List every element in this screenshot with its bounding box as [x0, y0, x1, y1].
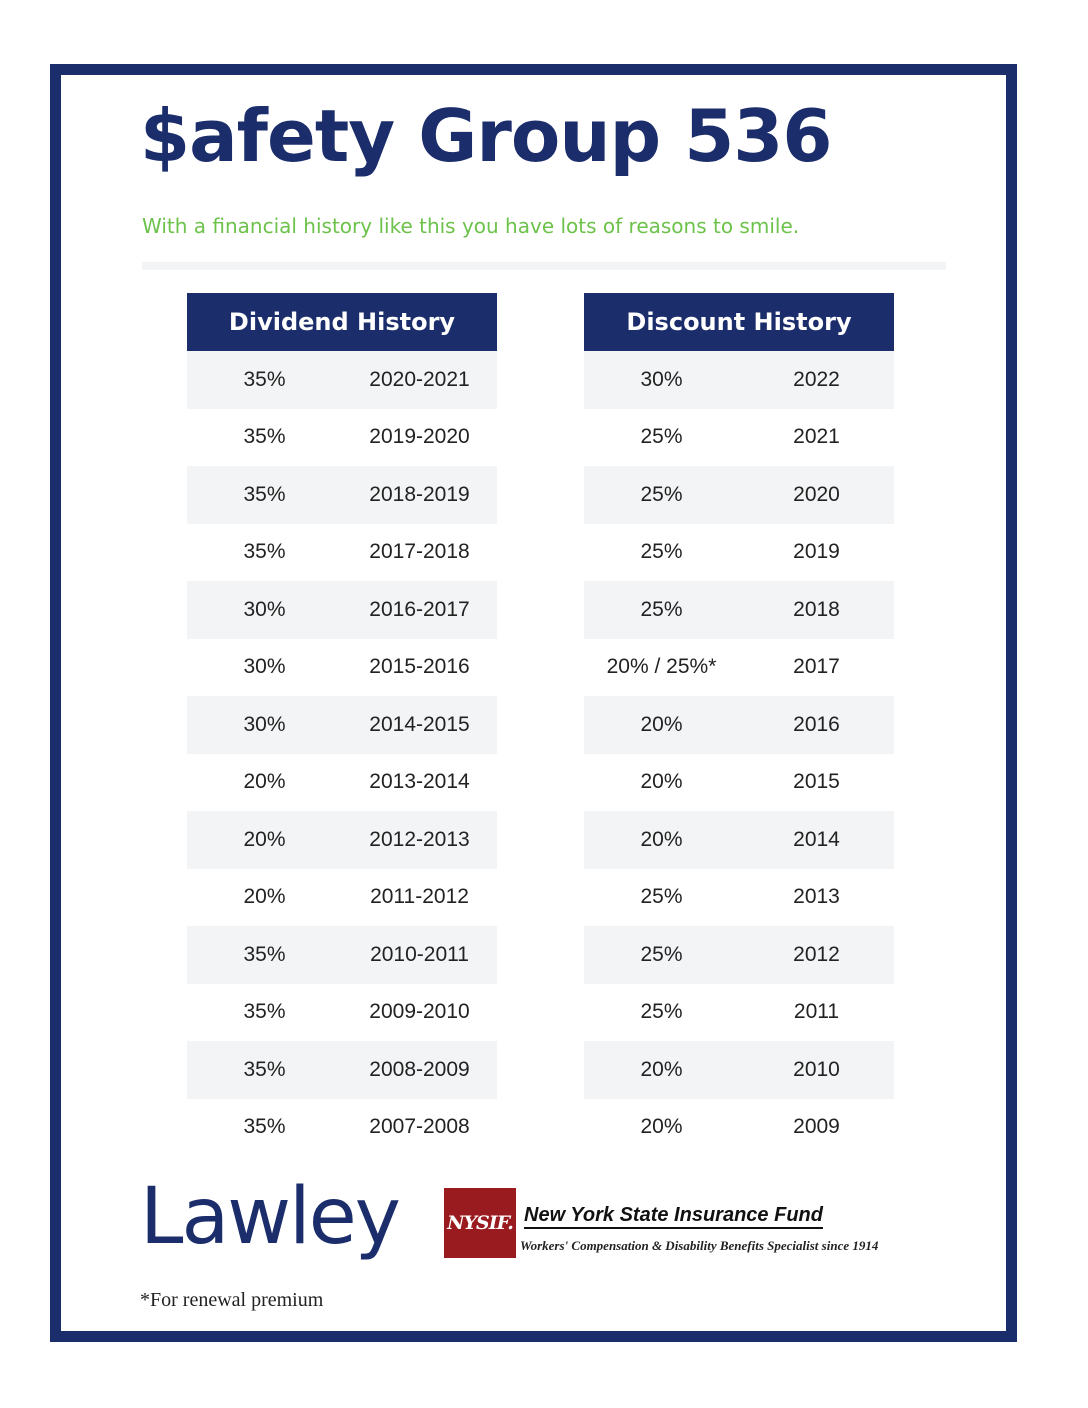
discount-rate: 25% [640, 1000, 683, 1024]
discount-year: 2018 [793, 597, 840, 621]
discount-year: 2010 [793, 1057, 840, 1081]
dividend-period: 2018-2019 [369, 482, 470, 506]
discount-row [584, 581, 894, 639]
discount-rate: 25% [640, 540, 683, 564]
discount-row [584, 984, 894, 1042]
discount-row [584, 524, 894, 582]
nysif-mark-text: NYSIF. [447, 1212, 513, 1234]
discount-rate: 25% [640, 425, 683, 449]
discount-year: 2022 [793, 367, 840, 391]
discount-row [584, 466, 894, 524]
dividend-row [187, 639, 497, 697]
discount-year: 2015 [793, 770, 840, 794]
dividend-period: 2015-2016 [369, 655, 470, 679]
nysif-name: New York State Insurance Fund [524, 1204, 823, 1229]
footnote: *For renewal premium [140, 1289, 324, 1311]
discount-row [584, 1041, 894, 1099]
discount-year: 2017 [793, 655, 840, 679]
dividend-rate: 35% [243, 540, 286, 564]
dividend-rate: 30% [243, 712, 286, 736]
discount-year: 2011 [793, 1000, 840, 1024]
dividend-period: 2010-2011 [370, 942, 469, 966]
dividend-row [187, 696, 497, 754]
discount-rate: 25% [640, 597, 683, 621]
dividend-row [187, 524, 497, 582]
discount-rate: 20% [640, 712, 683, 736]
dividend-history-table [187, 293, 497, 1156]
discount-year: 2021 [793, 425, 840, 449]
discount-row [584, 754, 894, 812]
dividend-row [187, 1041, 497, 1099]
dividend-rate: 30% [243, 655, 286, 679]
dividend-row [187, 811, 497, 869]
discount-year: 2019 [793, 540, 840, 564]
dividend-period: 2017-2018 [369, 540, 470, 564]
discount-row [584, 351, 894, 409]
discount-rate: 20% [640, 770, 683, 794]
discount-year: 2020 [793, 482, 840, 506]
dividend-rate: 35% [243, 425, 286, 449]
dividend-row [187, 466, 497, 524]
dividend-period: 2007-2008 [369, 1115, 470, 1139]
dividend-rate: 35% [243, 1000, 286, 1024]
dividend-row [187, 1099, 497, 1157]
discount-rate: 20% / 25%* [606, 655, 717, 679]
dividend-period: 2012-2013 [369, 827, 470, 851]
discount-rate: 25% [640, 942, 683, 966]
discount-year: 2016 [793, 712, 840, 736]
discount-row [584, 926, 894, 984]
discount-history-table [584, 293, 894, 1156]
discount-row [584, 696, 894, 754]
divider [142, 262, 946, 270]
dividend-period: 2016-2017 [369, 597, 470, 621]
dividend-rate: 30% [243, 597, 286, 621]
discount-row [584, 409, 894, 467]
dividend-rate: 35% [243, 942, 286, 966]
dividend-period: 2014-2015 [369, 712, 470, 736]
discount-rate: 20% [640, 827, 683, 851]
dividend-row [187, 409, 497, 467]
dividend-history-header: Dividend History [187, 293, 497, 351]
discount-row [584, 639, 894, 697]
dividend-row [187, 869, 497, 927]
dividend-history-body [187, 351, 497, 1156]
discount-rate: 20% [640, 1057, 683, 1081]
discount-row [584, 811, 894, 869]
dividend-rate: 35% [243, 1115, 286, 1139]
lawley-logo: Lawley [140, 1172, 399, 1262]
discount-row [584, 869, 894, 927]
discount-rate: 20% [640, 1115, 683, 1139]
discount-history-body [584, 351, 894, 1156]
discount-rate: 30% [640, 367, 683, 391]
dividend-period: 2013-2014 [369, 770, 470, 794]
nysif-tagline: Workers' Compensation & Disability Benefits Specialist since 1914 [520, 1238, 879, 1253]
dividend-period: 2008-2009 [369, 1057, 470, 1081]
discount-year: 2013 [793, 885, 840, 909]
dividend-period: 2020-2021 [369, 367, 470, 391]
dividend-period: 2009-2010 [369, 1000, 470, 1024]
discount-year: 2014 [793, 827, 840, 851]
dividend-period: 2019-2020 [369, 425, 470, 449]
dividend-rate: 35% [243, 1057, 286, 1081]
dividend-rate: 35% [243, 367, 286, 391]
discount-history-header: Discount History [584, 293, 894, 351]
discount-year: 2009 [793, 1115, 840, 1139]
dividend-row [187, 926, 497, 984]
dividend-period: 2011-2012 [370, 885, 469, 909]
discount-year: 2012 [793, 942, 840, 966]
dividend-rate: 20% [243, 770, 286, 794]
dividend-rate: 20% [243, 827, 286, 851]
page-title: $afety Group 536 [140, 94, 832, 178]
subtitle: With a financial history like this you have lots of reasons to smile. [142, 214, 800, 238]
dividend-rate: 20% [243, 885, 286, 909]
dividend-row [187, 581, 497, 639]
discount-row [584, 1099, 894, 1157]
dividend-rate: 35% [243, 482, 286, 506]
dividend-row [187, 984, 497, 1042]
dividend-row [187, 754, 497, 812]
nysif-logo-mark [444, 1188, 516, 1258]
discount-rate: 25% [640, 885, 683, 909]
discount-rate: 25% [640, 482, 683, 506]
dividend-row [187, 351, 497, 409]
